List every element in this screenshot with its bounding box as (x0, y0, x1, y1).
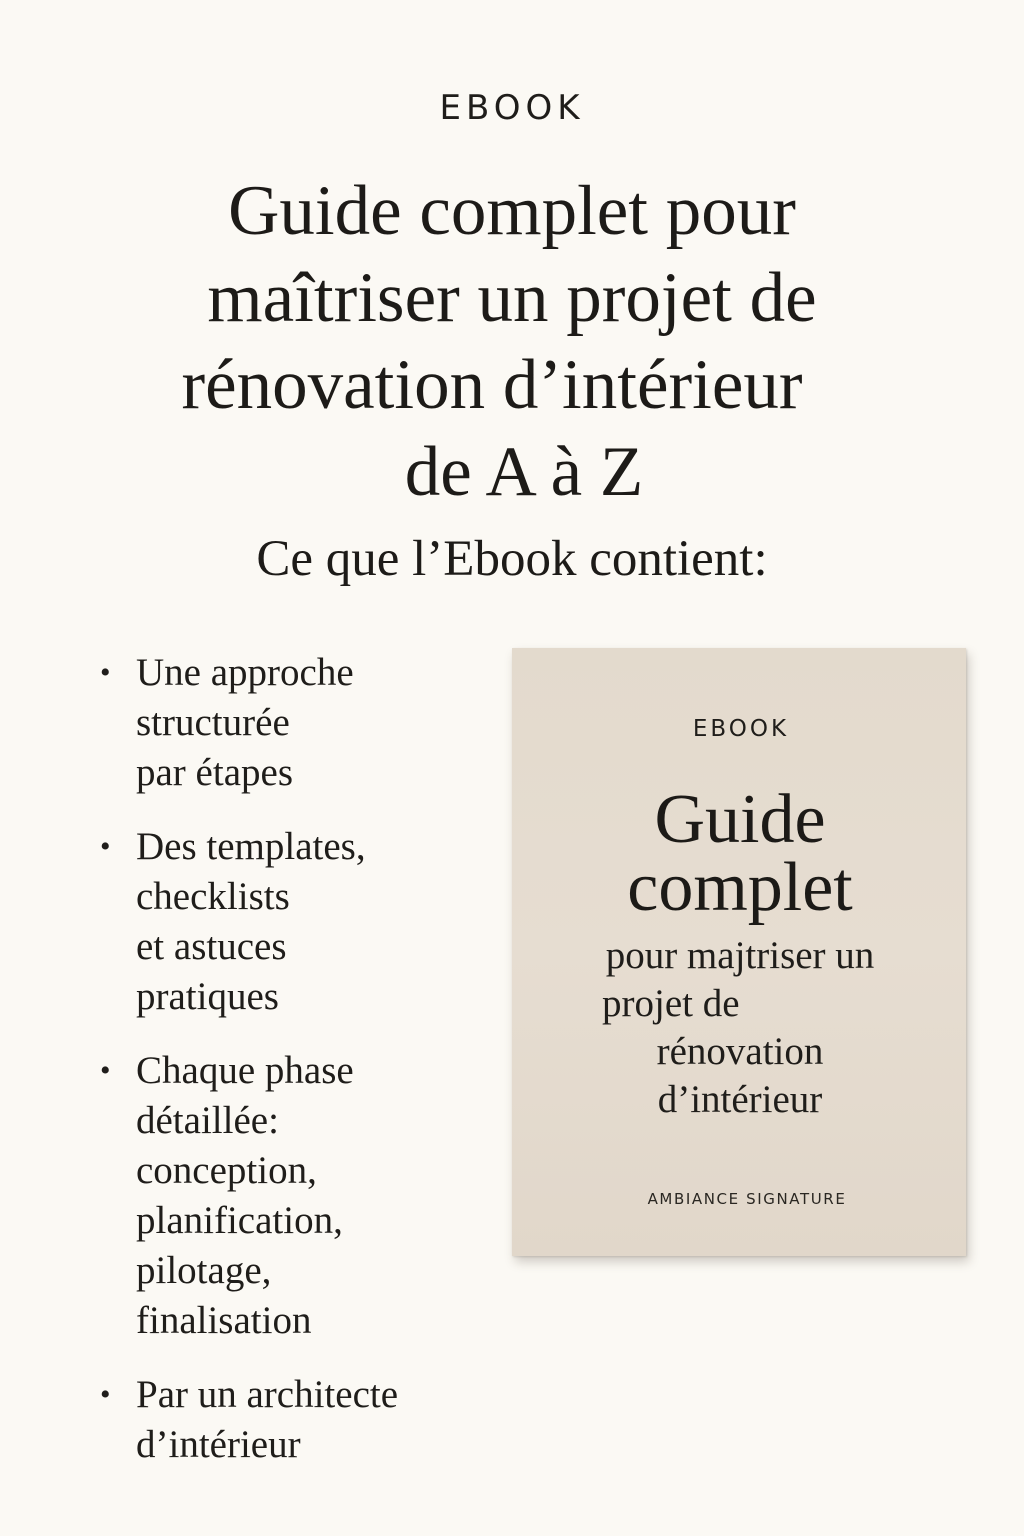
feature-line: checklists (136, 875, 290, 918)
feature-line: • Chaque phase (136, 1049, 354, 1092)
cover-eyebrow: EBOOK (692, 716, 790, 742)
feature-line: • Des templates, (136, 825, 366, 868)
feature-line: • Par un architecte (136, 1373, 399, 1416)
feature-line: • Une approche (136, 651, 354, 694)
cover-subtitle-line: pour majtriser un (605, 934, 875, 977)
feature-item (96, 648, 486, 798)
feature-list (96, 648, 486, 1494)
page-title (100, 168, 924, 516)
cover-subtitle-line: projet de (602, 982, 740, 1025)
feature-item (96, 822, 486, 1022)
feature-line: et astuces (136, 925, 287, 968)
cover-title (540, 781, 940, 926)
feature-line: conception, (136, 1149, 317, 1192)
page-title-line: de A à Z (404, 433, 644, 511)
feature-line: pratiques (136, 975, 279, 1018)
cover-title-line: complet (627, 849, 853, 926)
cover-brand: AMBIANCE SIGNATURE (647, 1190, 847, 1208)
feature-line: d’intérieur (136, 1423, 301, 1466)
page-title-line: Guide complet pour (228, 172, 796, 250)
feature-line: planification, (136, 1199, 343, 1242)
page-title-line: rénovation d’intérieur (181, 346, 803, 424)
feature-item (96, 1046, 486, 1346)
cover-subtitle-line: rénovation (656, 1030, 824, 1073)
page-title-line: maîtriser un projet de (207, 259, 817, 337)
feature-line: pilotage, (136, 1249, 272, 1292)
contents-heading: Ce que l’Ebook contient: (256, 531, 768, 587)
feature-line: finalisation (136, 1299, 312, 1342)
feature-item (96, 1370, 486, 1470)
feature-line: structurée (136, 701, 290, 744)
page-eyebrow: EBOOK (439, 88, 585, 128)
feature-line: détaillée: (136, 1099, 279, 1142)
cover-subtitle (540, 932, 940, 1124)
feature-line: par étapes (136, 751, 293, 794)
cover-subtitle-line: d’intérieur (657, 1078, 823, 1121)
cover-title-line: Guide (654, 781, 826, 858)
